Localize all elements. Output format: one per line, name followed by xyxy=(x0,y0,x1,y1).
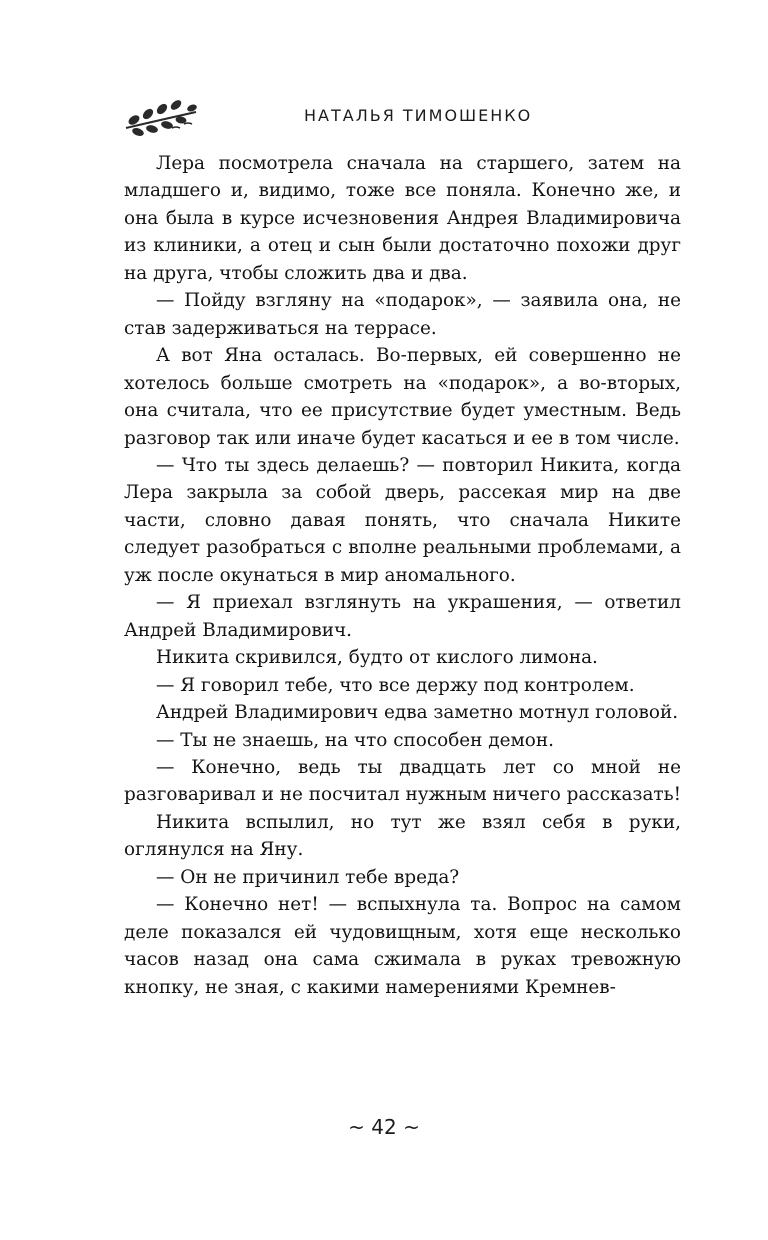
leaf-branch-icon xyxy=(124,98,198,136)
paragraph: — Ты не знаешь, на что способен демон. xyxy=(156,729,554,751)
paragraph: — Конечно нет! — вспыхнула та. Вопрос на самом деле показался ей чудовищным, хотя еще несколько часов назад она сама сжимала в руках тревожную кнопку, не зная, с какими намерениями Кремнев- xyxy=(124,894,681,998)
author-name: НАТАЛЬЯ ТИМОШЕНКО xyxy=(304,106,533,125)
paragraph: — Он не причинил тебе вреда? xyxy=(156,866,460,888)
body-text xyxy=(124,150,681,1001)
paragraph: — Я приехал взглянуть на украшения, — ответил Андрей Владимирович. xyxy=(124,592,681,641)
paragraph: — Я говорил тебе, что все держу под контролем. xyxy=(156,674,635,696)
paragraph: Никита скривился, будто от кислого лимона. xyxy=(156,647,598,669)
page-number: ~ 42 ~ xyxy=(348,1115,420,1139)
paragraph: — Пойду взгляну на «подарок», — заявила она, не став задерживаться на террасе. xyxy=(124,290,681,339)
paragraph: Лера посмотрела сначала на старшего, затем на младшего и, видимо, тоже все поняла. Конечно же, и она была в курсе исчезновения Андрея Владимировича из клиники, а отец и сын были достаточно похожи друг на друга, чтобы сложить два и два. xyxy=(124,153,681,284)
paragraph: — Что ты здесь делаешь? — повторил Никита, когда Лера закрыла за собой дверь, рассекая мир на две части, словно давая понять, что сначала Никите следует разобраться с вполне реальными проблемами, а уж после окунаться в мир аномального. xyxy=(124,454,681,586)
paragraph: А вот Яна осталась. Во-первых, ей совершенно не хотелось больше смотреть на «подарок», а во-вторых, она считала, что ее присутствие будет уместным. Ведь разговор так или иначе будет касаться и ее в том числе. xyxy=(124,345,681,449)
paragraph: Андрей Владимирович едва заметно мотнул головой. xyxy=(156,702,679,724)
paragraph: — Конечно, ведь ты двадцать лет со мной не разговаривал и не посчитал нужным ничего рассказать! xyxy=(124,756,681,806)
paragraph: Никита вспылил, но тут же взял себя в руки, оглянулся на Яну. xyxy=(124,811,681,861)
running-header xyxy=(124,98,684,138)
